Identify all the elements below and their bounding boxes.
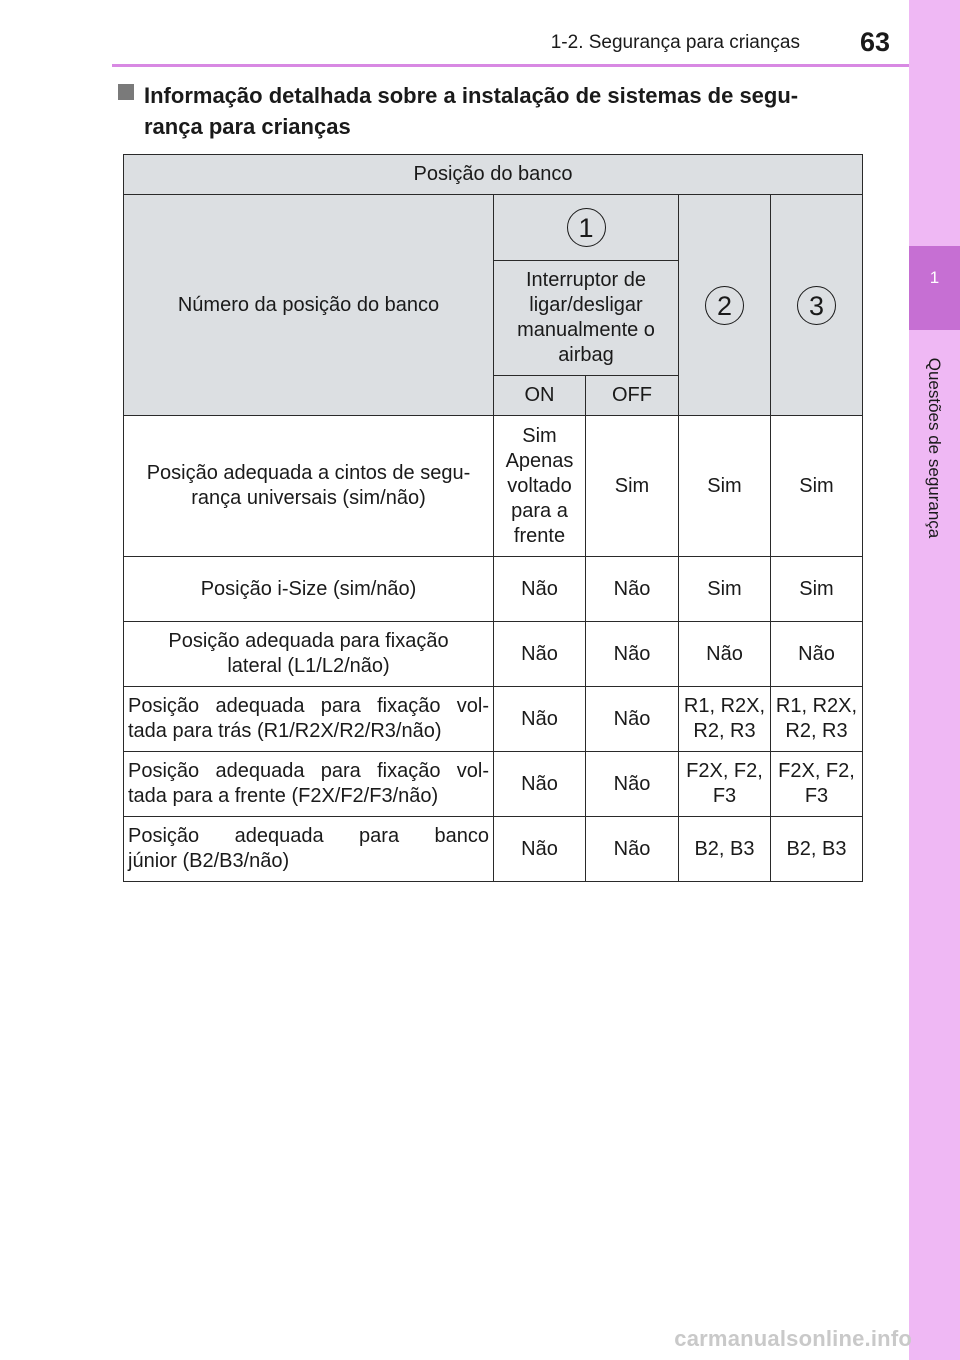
cell-line: R1, R2X, — [775, 695, 858, 717]
cell-line: F2X, F2, — [778, 760, 855, 782]
cell-off: Sim — [586, 416, 679, 557]
cell-seat-2 — [679, 752, 771, 817]
cell-line: para a — [511, 499, 568, 522]
side-thumb-tab — [909, 0, 960, 1360]
cell-on — [494, 416, 586, 557]
switch-state-off: OFF — [586, 376, 679, 416]
page-number: 63 — [859, 27, 890, 57]
table-row — [124, 416, 863, 557]
cell-off: Não — [586, 622, 679, 687]
row-label-line: rança universais (sim/não) — [191, 487, 426, 509]
section-heading-text — [144, 80, 868, 142]
cell-off: Não — [586, 687, 679, 752]
cell-line: voltado — [507, 474, 572, 497]
seat-3-header — [771, 195, 863, 416]
cell-seat-3 — [771, 687, 863, 752]
square-bullet-icon — [118, 84, 134, 100]
circled-number-2-icon: 2 — [705, 286, 744, 325]
cell-on: Não — [494, 752, 586, 817]
table-row — [124, 817, 863, 882]
row-label — [124, 817, 494, 882]
circled-number-3-icon: 3 — [797, 286, 836, 325]
chapter-marker — [909, 246, 960, 330]
cell-seat-2: Sim — [679, 416, 771, 557]
seat-installation-table — [123, 154, 863, 882]
table-row — [124, 557, 863, 622]
cell-line: F3 — [804, 785, 829, 807]
cell-line: frente — [513, 524, 566, 547]
seat-2-header — [679, 195, 771, 416]
seat-number-label: Número da posição do banco — [124, 195, 494, 416]
table-row — [124, 622, 863, 687]
cell-off: Não — [586, 817, 679, 882]
table-row — [124, 687, 863, 752]
cell-seat-3: B2, B3 — [771, 817, 863, 882]
row-label-line: lateral (L1/L2/não) — [227, 655, 390, 677]
cell-on: Não — [494, 687, 586, 752]
row-label — [124, 557, 494, 622]
cell-line: F3 — [712, 785, 737, 807]
running-header-section: 1-2. Segurança para crianças — [550, 32, 800, 53]
cell-seat-3: Sim — [771, 416, 863, 557]
cell-seat-3: Não — [771, 622, 863, 687]
cell-seat-3: Sim — [771, 557, 863, 622]
row-label-line: Posição adequada para fixação — [168, 630, 449, 652]
cell-off: Não — [586, 752, 679, 817]
airbag-switch-line: airbag — [558, 344, 614, 366]
row-label — [124, 416, 494, 557]
cell-on: Não — [494, 557, 586, 622]
watermark-text: carmanualsonline.info — [674, 1326, 912, 1351]
airbag-switch-label — [494, 261, 679, 376]
row-label-line: Posição adequada para banco — [128, 825, 489, 847]
cell-line: Sim — [522, 424, 557, 447]
cell-seat-3 — [771, 752, 863, 817]
cell-on: Não — [494, 622, 586, 687]
table-header-row — [124, 155, 863, 195]
cell-off: Não — [586, 557, 679, 622]
cell-line: R2, R3 — [693, 720, 756, 742]
heading-line: Informação detalhada sobre a instalação de sistemas de segu- — [144, 83, 799, 108]
cell-line: F2X, F2, — [686, 760, 763, 782]
airbag-switch-line: ligar/desligar — [529, 294, 643, 316]
cell-line: R2, R3 — [785, 720, 848, 742]
airbag-switch-line: manualmente o — [517, 319, 655, 341]
airbag-switch-line: Interruptor de — [525, 269, 647, 291]
cell-line: Apenas — [505, 449, 574, 472]
row-label — [124, 622, 494, 687]
row-label-line: júnior (B2/B3/não) — [128, 850, 290, 872]
cell-seat-2 — [679, 687, 771, 752]
row-label — [124, 687, 494, 752]
table-row — [124, 752, 863, 817]
heading-line: rança para crianças — [144, 114, 351, 139]
cell-seat-2: B2, B3 — [679, 817, 771, 882]
row-label-line: Posição i-Size (sim/não) — [200, 577, 417, 600]
cell-seat-2: Não — [679, 622, 771, 687]
row-label — [124, 752, 494, 817]
seat-1-header — [494, 195, 679, 261]
switch-state-on: ON — [494, 376, 586, 416]
row-label-line: tada para a frente (F2X/F2/F3/não) — [128, 785, 439, 807]
cell-line: R1, R2X, — [683, 695, 766, 717]
watermark — [0, 1320, 960, 1360]
circled-number-1-icon: 1 — [567, 208, 606, 247]
row-label-line: tada para trás (R1/R2X/R2/R3/não) — [128, 720, 442, 742]
header-rule — [112, 64, 909, 67]
cell-on: Não — [494, 817, 586, 882]
chapter-number: 1 — [929, 268, 940, 287]
row-label-line: Posição adequada para fixação vol- — [128, 695, 489, 717]
chapter-title: Questões de segurança — [925, 357, 944, 539]
table-header-row — [124, 195, 863, 261]
cell-seat-2: Sim — [679, 557, 771, 622]
row-label-line: Posição adequada a cintos de segu- — [146, 462, 471, 484]
row-label-line: Posição adequada para fixação vol- — [128, 760, 489, 782]
seat-position-header: Posição do banco — [124, 155, 863, 195]
